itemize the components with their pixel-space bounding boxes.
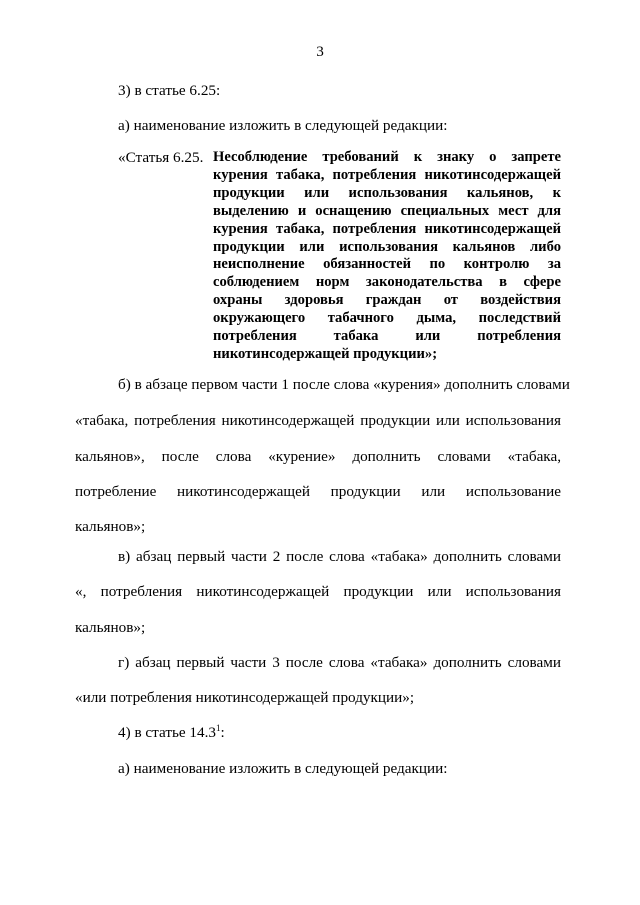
item-3b-line: б) в абзаце первом части 1 после слова «курения» дополнить словами: [118, 376, 570, 393]
article-title-line: продукции или использования кальянов, к: [213, 184, 561, 201]
item-3b-line: кальянов»;: [75, 518, 146, 535]
item-3g-line: «или потребления никотинсодержащей продукции»;: [75, 689, 415, 706]
item-3v-line: в) абзац первый части 2 после слова «табака» дополнить словами: [118, 548, 561, 565]
item-3v-line: кальянов»;: [75, 619, 146, 636]
item-3a-text: а) наименование изложить в следующей редакции:: [118, 117, 448, 134]
item-3b-line: потребление никотинсодержащей продукции или использование: [75, 483, 561, 500]
article-title-line: окружающего табачного дыма, последствий: [213, 310, 561, 327]
article-title-line: охраны здоровья граждан от воздействия: [213, 292, 561, 309]
item-4-superscript: 1: [216, 722, 221, 733]
article-title-line: курения табака, потребления никотинсодержащей: [213, 166, 561, 183]
article-title-line: выделению и оснащению специальных мест для: [213, 202, 561, 219]
article-title-line: неисполнение обязанностей по контролю за: [213, 256, 561, 273]
item-3g-line: г) абзац первый части 3 после слова «табака» дополнить словами: [118, 654, 561, 671]
article-title-line: никотинсодержащей продукции»;: [213, 345, 438, 362]
item-3v-line: «, потребления никотинсодержащей продукции или использования: [75, 583, 561, 600]
article-title-line: продукции или использования кальянов либо: [213, 238, 561, 255]
article-label: «Статья 6.25.: [118, 149, 204, 166]
article-title: [213, 149, 561, 364]
article-title-line: курения табака, потребления никотинсодержащей: [213, 220, 561, 237]
page-number: 3: [316, 43, 324, 60]
item-4a-text: а) наименование изложить в следующей редакции:: [118, 760, 448, 777]
article-title-line: Несоблюдение требований к знаку о запрете: [213, 149, 561, 165]
item-4-prefix: 4) в статье 14.3: [118, 724, 217, 741]
item-4-suffix: :: [220, 724, 225, 741]
item-3b-line: «табака, потребления никотинсодержащей продукции или использования: [75, 412, 561, 429]
item-3b-line: кальянов», после слова «курение» дополнить словами «табака,: [75, 448, 561, 465]
article-title-line: потребления табака или потребления: [213, 328, 561, 345]
item-3-heading: 3) в статье 6.25:: [118, 82, 221, 99]
item-4-heading: [118, 724, 225, 742]
article-title-line: соблюдением норм законодательства в сфере: [213, 274, 561, 291]
